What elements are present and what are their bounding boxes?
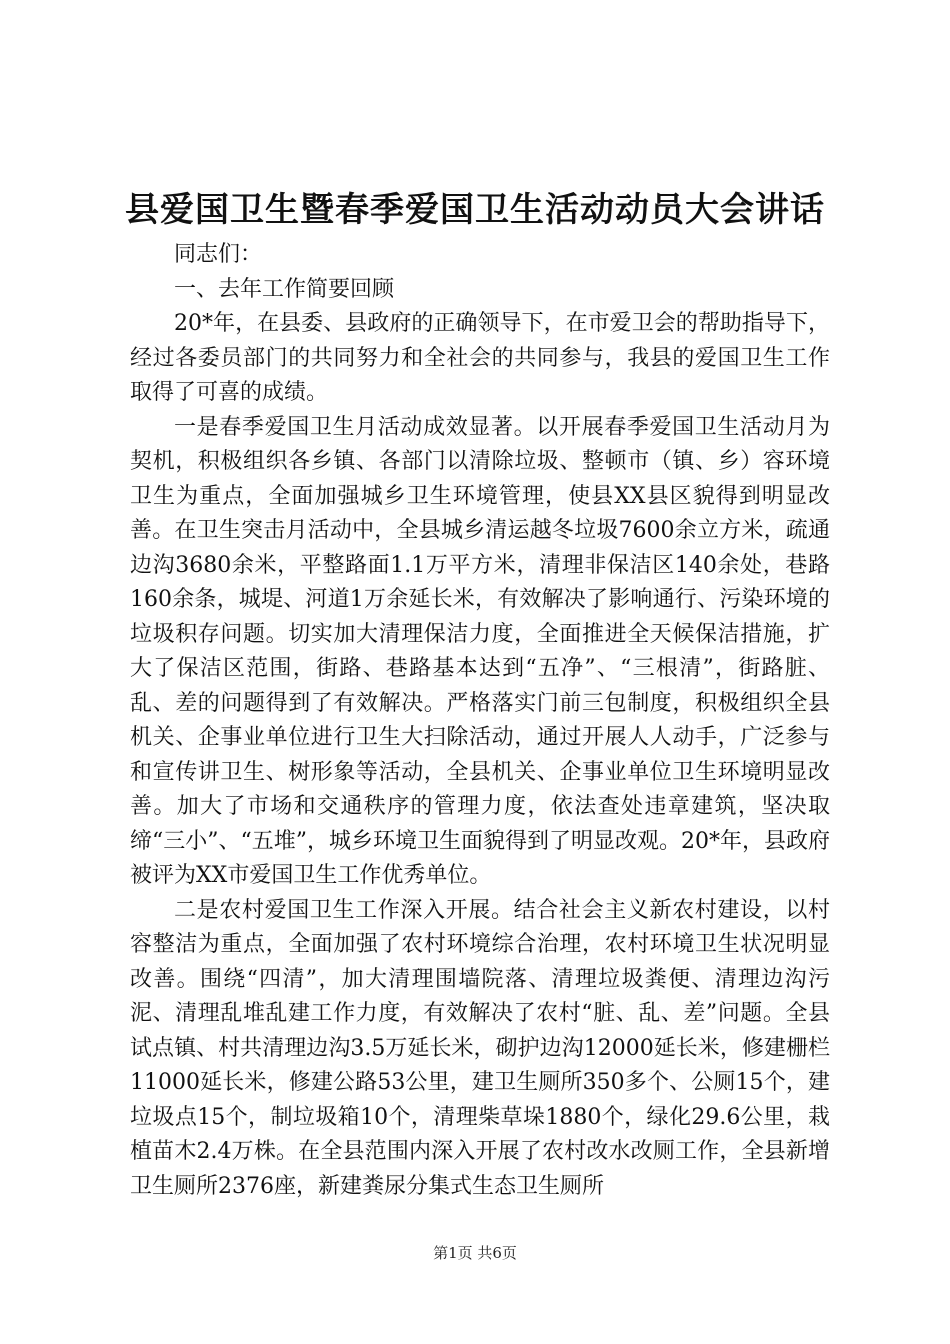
- salutation-paragraph: 同志们：: [174, 242, 263, 267]
- page-footer: 第1页 共6页: [433, 1244, 517, 1262]
- body-paragraph: 20*年，在县委、县政府的正确领导下，在市爱卫会的帮助指导下，经过各委员部门的共同努力和全社会的共同参与，我县的爱国卫生工作取得了可喜的成绩。: [130, 311, 830, 405]
- document-body: [130, 238, 830, 1204]
- document-title: 县爱国卫生暨春季爱国卫生活动动员大会讲话: [125, 190, 825, 230]
- body-paragraph: 一是春季爱国卫生月活动成效显著。以开展春季爱国卫生活动月为契机，积极组织各乡镇、各部门以清除垃圾、整顿市（镇、乡）容环境卫生为重点，全面加强城乡卫生环境管理，使县XX县区貌得到明显改善。在卫生突击月活动中，全县城乡清运越冬垃圾7600余立方米，疏通边沟3680余米，平整路面1.1万平方米，清理非保洁区140余处，巷路160余条，城堤、河道1万余延长米，有效解决了影响通行、污染环境的垃圾积存问题。切实加大清理保洁力度，全面推进全天候保洁措施，扩大了保洁区范围，街路、巷路基本达到“五净”、“三根清”，街路脏、乱、差的问题得到了有效解决。严格落实门前三包制度，积极组织全县机关、企事业单位进行卫生大扫除活动，通过开展人人动手，广泛参与和宣传讲卫生、树形象等活动，全县机关、企事业单位卫生环境明显改善。加大了市场和交通秩序的管理力度，依法查处违章建筑，坚决取缔“三小”、“五堆”，城乡环境卫生面貌得到了明显改观。20*年，县政府被评为XX市爱国卫生工作优秀单位。: [130, 414, 830, 888]
- body-paragraph: 二是农村爱国卫生工作深入开展。结合社会主义新农村建设，以村容整洁为重点，全面加强了农村环境综合治理，农村环境卫生状况明显改善。围绕“四清”，加大清理围墙院落、清理垃圾粪便、清理边沟污泥、清理乱堆乱建工作力度，有效解决了农村“脏、乱、差”问题。全县试点镇、村共清理边沟3.5万延长米，砌护边沟12000延长米，修建栅栏11000延长米，修建公路53公里，建卫生厕所350多个、公厕15个，建垃圾点15个，制垃圾箱10个，清理柴草垛1880个，绿化29.6公里，栽植苗木2.4万株。在全县范围内深入开展了农村改水改厕工作，全县新增卫生厕所2376座，新建粪尿分集式生态卫生厕所: [130, 897, 830, 1199]
- section-heading: 一、去年工作简要回顾: [174, 276, 395, 302]
